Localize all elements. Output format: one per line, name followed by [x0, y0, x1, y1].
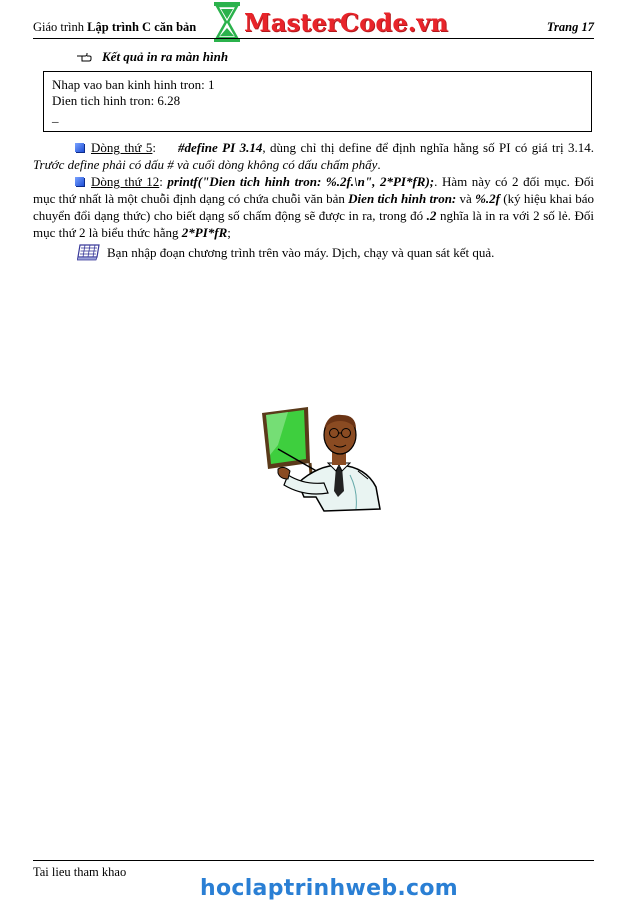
instruction-text: Bạn nhập đoạn chương trình trên vào máy. Dịch, chạy và quan sát kết quả.: [107, 244, 495, 260]
header-course-name: Lập trình C căn bản: [87, 20, 197, 34]
header-course-title: [33, 20, 196, 35]
footer-logo: hoclaptrinhweb.com: [200, 876, 459, 901]
console-output-box: [43, 71, 592, 132]
line-label: Dòng thứ 5: [91, 140, 153, 155]
pointing-hand-icon: [76, 52, 92, 63]
code-define: #define PI 3.14: [178, 140, 263, 155]
page-number: Trang 17: [546, 20, 594, 34]
code-precision: .2: [426, 208, 437, 223]
code-expression: 2*PI*fR: [181, 225, 228, 240]
colon: :: [152, 140, 157, 155]
hourglass-logo-icon: [212, 1, 242, 43]
console-line: Nhap vao ban kinh hinh tron: 1: [52, 77, 215, 92]
line-label: Dòng thứ 12: [91, 174, 160, 189]
console-cursor: _: [52, 109, 59, 124]
italic-note: Trước define phải có dấu # và cuối dòng không có dấu chấm phẩy: [33, 157, 378, 172]
paragraph-text: , dùng chỉ thị define để định nghĩa hằng số PI có giá trị 3.14.: [262, 140, 594, 155]
footer-text: Tai lieu tham khao: [33, 865, 127, 879]
paragraph-text: . Hàm này có 2 đối mục. Đối mục thứ nhất là một chuỗi định dạng có chứa chuỗi văn bản: [33, 174, 594, 206]
period: .: [377, 157, 381, 172]
paragraph-line5: [33, 139, 594, 173]
keyboard-icon: [77, 243, 101, 261]
teacher-clipart: [258, 405, 386, 515]
console-line: Dien tich hinh tron: 6.28: [52, 93, 181, 108]
result-heading: [76, 49, 228, 65]
footer-divider: [33, 860, 594, 861]
header-prefix: Giáo trình: [33, 20, 88, 34]
paragraph-instruction: [33, 243, 594, 261]
paragraph-line12: [33, 173, 594, 241]
code-string: Dien tich hinh tron:: [348, 191, 457, 206]
paragraph-text: nghĩa là in ra với 2 số lẻ. Đối mục thứ 2 là biểu thức hằng: [33, 208, 594, 240]
logo-text: MasterCode.vn: [244, 7, 449, 37]
square-bullet-icon: [75, 143, 84, 152]
square-bullet-icon: [75, 177, 84, 186]
result-heading-text: Kết quả in ra màn hình: [102, 49, 229, 64]
paragraph-text: (ký hiệu khai báo chuyển đổi dạng thức) cho biết dạng số chấm động sẽ được in ra, trong đó: [33, 191, 594, 223]
paragraph-text: và: [456, 191, 476, 206]
header-divider: [33, 38, 594, 39]
code-printf: printf("Dien tich hinh tron: %.2f.\n", 2*PI*fR);: [167, 174, 435, 189]
colon: :: [159, 174, 168, 189]
semicolon: ;: [227, 225, 231, 240]
code-format: %.2f: [475, 191, 501, 206]
